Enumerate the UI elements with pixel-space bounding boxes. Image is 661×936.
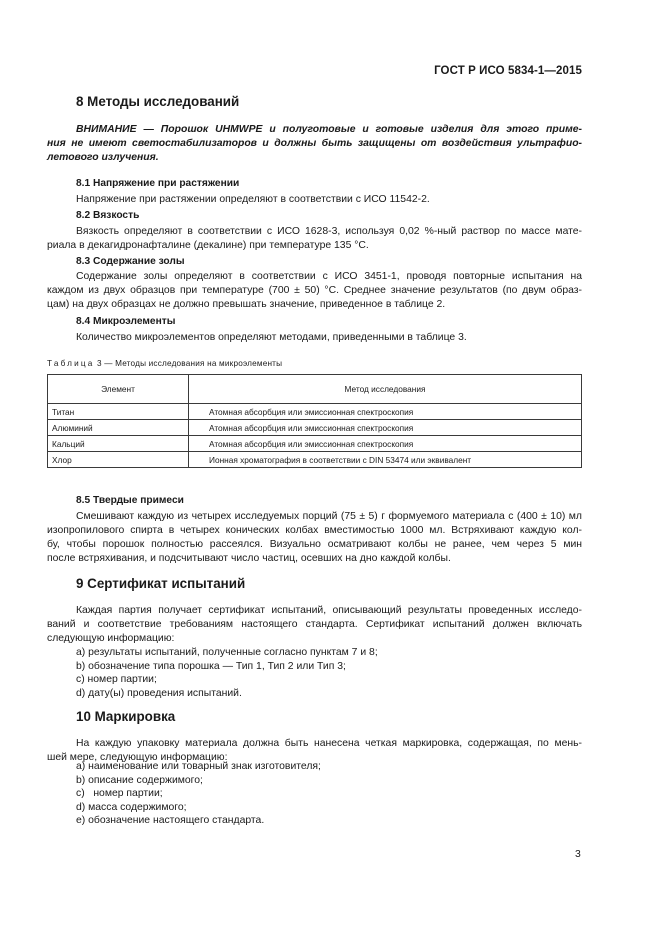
text-line: риала в декагидронафталине (декалине) при температуре 135 °С. (47, 240, 369, 251)
text-line: после встряхивания, и подсчитывают число частиц, осевших на дно каждой колбы. (47, 553, 451, 564)
table-row (48, 420, 582, 436)
subsection-8-5-text (47, 511, 582, 567)
subsection-8-4-title: 8.4 Микроэлементы (76, 316, 176, 327)
text-line: Содержание золы определяют в соответствии с ИСО 3451-1, проводя повторные испытания на (76, 271, 582, 282)
warning-line: летового излучения. (47, 152, 159, 163)
subsection-8-3-title: 8.3 Содержание золы (76, 256, 185, 267)
table-cell-method: Атомная абсорбция или эмиссионная спектроскопия (189, 404, 582, 420)
warning-line: ния не имеют светостабилизаторов и должны быть защищены от воздействия ультрафио- (47, 138, 582, 149)
list-item: e) обозначение настоящего стандарта. (76, 815, 265, 826)
subsection-8-1-text: Напряжение при растяжении определяют в соответствии с ИСО 11542-2. (76, 194, 430, 205)
table-cell-method: Ионная хроматография в соответствии с DIN 53474 или эквивалент (189, 452, 582, 468)
section-9-title: 9 Сертификат испытаний (76, 576, 246, 591)
text-line: бу, чтобы порошок полностью рассеялся. Визуально осматривают колбы не ранее, чем через 5 мин (47, 539, 582, 550)
section-8-title: 8 Методы исследований (76, 94, 240, 109)
table-caption-text: 3 — Методы исследования на микроэлементы (97, 359, 283, 368)
list-item: d) масса содержимого; (76, 801, 187, 813)
list-item: а) результаты испытаний, полученные согласно пунктам 7 и 8; (76, 647, 378, 658)
table-3-caption (47, 359, 282, 368)
section-10-list (76, 761, 321, 829)
list-item: d) дату(ы) проведения испытаний. (76, 687, 242, 699)
list-item: b) обозначение типа порошка — Тип 1, Тип 2 или Тип 3; (76, 660, 346, 672)
list-item: b) описание содержимого; (76, 774, 203, 786)
table-cell-element: Титан (48, 404, 189, 420)
section-10-title: 10 Маркировка (76, 709, 176, 724)
page-number: 3 (575, 849, 581, 860)
list-item: а) наименование или товарный знак изготовителя; (76, 761, 321, 772)
subsection-8-4-text: Количество микроэлементов определяют методами, приведенными в таблице 3. (76, 332, 467, 343)
table-cell-element: Хлор (48, 452, 189, 468)
section-9-text (47, 605, 582, 647)
section-9-list (76, 647, 378, 701)
text-line: ваний и соответствие требованиям настоящего стандарта. Сертификат испытаний должен включать (47, 619, 582, 630)
subsection-8-5-title: 8.5 Твердые примеси (76, 495, 184, 506)
text-line: цам) на двух образцах не должно превышать значение, приведенное в таблице 2. (47, 299, 446, 310)
table-row (48, 452, 582, 468)
text-line: следующую информацию: (47, 633, 175, 644)
table-cell-element: Алюминий (48, 420, 189, 436)
table-cell-element: Кальций (48, 436, 189, 452)
table-row (48, 404, 582, 420)
text-line: изопропилового спирта в четырех конических колбах вместимостью 1000 мл. Встряхивают каждую кол- (47, 525, 582, 536)
text-line: На каждую упаковку материала должна быть нанесена четкая маркировка, содержащая, по мень- (76, 738, 582, 749)
column-header-element: Элемент (48, 375, 189, 404)
subsection-8-2-title: 8.2 Вязкость (76, 210, 140, 221)
text-line: шей мере, следующую информацию: (47, 752, 228, 763)
text-line: каждом из двух образцов при температуре (700 ± 50) °С. Среднее значение результатов (по двум образ- (47, 285, 582, 296)
table-3 (47, 374, 582, 468)
table-header-row (48, 375, 582, 404)
subsection-8-1-title: 8.1 Напряжение при растяжении (76, 178, 240, 189)
table-cell-method: Атомная абсорбция или эмиссионная спектроскопия (189, 420, 582, 436)
list-item: c) номер партии; (76, 674, 157, 685)
table-caption-label: Таблица (47, 359, 95, 368)
text-line: Смешивают каждую из четырех исследуемых порций (75 ± 5) г формуемого материала с (400 ± 10) мл (76, 511, 582, 522)
list-item: c) номер партии; (76, 788, 163, 799)
table-row (48, 436, 582, 452)
column-header-method: Метод исследования (189, 375, 582, 404)
warning-line: ВНИМАНИЕ — Порошок UHMWPE и полуготовые и готовые изделия для этого приме- (76, 124, 582, 135)
document-header: ГОСТ Р ИСО 5834-1—2015 (434, 65, 582, 77)
warning-paragraph (47, 124, 582, 166)
text-line: Вязкость определяют в соответствии с ИСО 1628-3, используя 0,02 %-ный раствор по массе мате- (76, 226, 582, 237)
subsection-8-3-text (47, 271, 582, 313)
table-cell-method: Атомная абсорбция или эмиссионная спектроскопия (189, 436, 582, 452)
text-line: Каждая партия получает сертификат испытаний, описывающий результаты проведенных исследо- (76, 605, 582, 616)
subsection-8-2-text (47, 226, 582, 254)
